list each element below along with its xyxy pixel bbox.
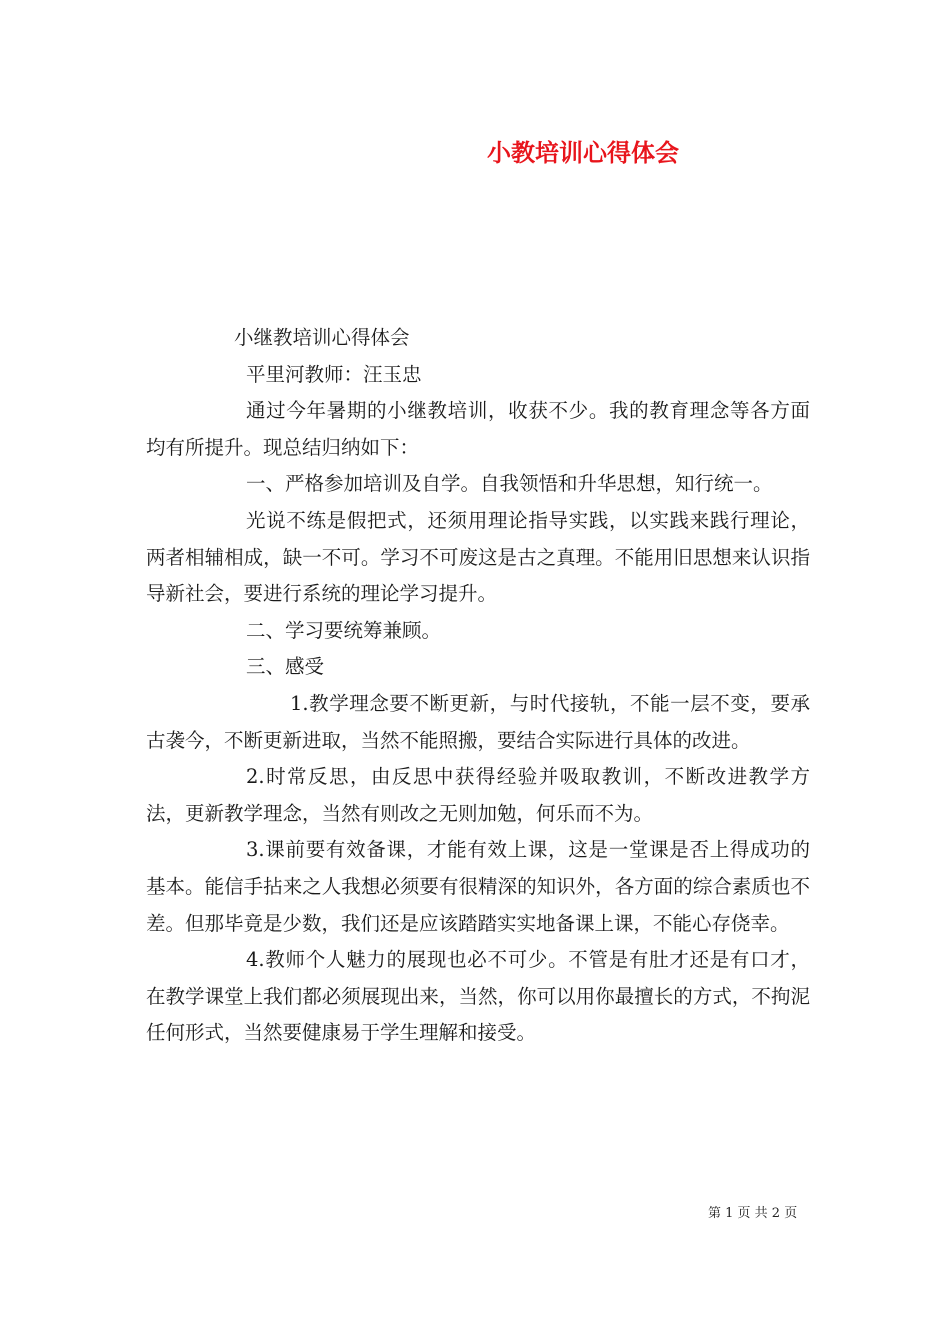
document-title: 小教培训心得体会 (487, 138, 679, 167)
list-item-2: 2.时常反思，由反思中获得经验并吸取教训，不断改进教学方法，更新教学理念，当然有则改之无则加勉，何乐而不为。 (146, 765, 810, 825)
section-heading-2: 二、学习要统筹兼顾。 (246, 618, 442, 642)
paragraph-practice: 光说不练是假把式，还须用理论指导实践，以实践来践行理论，两者相辅相成，缺一不可。学习不可废这是古之真理。不能用旧思想来认识指导新社会，要进行系统的理论学习提升。 (146, 508, 810, 606)
section-heading-1: 一、严格参加培训及自学。自我领悟和升华思想，知行统一。 (246, 472, 773, 496)
paragraph-intro: 通过今年暑期的小继教培训，收获不少。我的教育理念等各方面均有所提升。现总结归纳如下： (146, 399, 810, 459)
document-body (146, 320, 810, 1052)
list-item-3: 3.课前要有效备课，才能有效上课，这是一堂课是否上得成功的基本。能信手拈来之人我想必须要有很精深的知识外，各方面的综合素质也不差。但那毕竟是少数，我们还是应该踏踏实实地备课上课，不能心存侥幸。 (146, 838, 810, 935)
section-heading-3: 三、感受 (246, 655, 325, 679)
author-line: 平里河教师：汪玉忠 (246, 362, 422, 386)
list-item-1: 1.教学理念要不断更新，与时代接轨，不能一层不变，要承古袭今，不断更新进取，当然不能照搬，要结合实际进行具体的改进。 (146, 691, 810, 752)
subtitle: 小继教培训心得体会 (234, 326, 410, 349)
list-item-4: 4.教师个人魅力的展现也必不可少。不管是有肚才还是有口才，在教学课堂上我们都必须展现出来，当然，你可以用你最擅长的方式，不拘泥任何形式，当然要健康易于学生理解和接受。 (146, 948, 810, 1045)
page-number: 第 1 页 共 2 页 (708, 1206, 798, 1221)
